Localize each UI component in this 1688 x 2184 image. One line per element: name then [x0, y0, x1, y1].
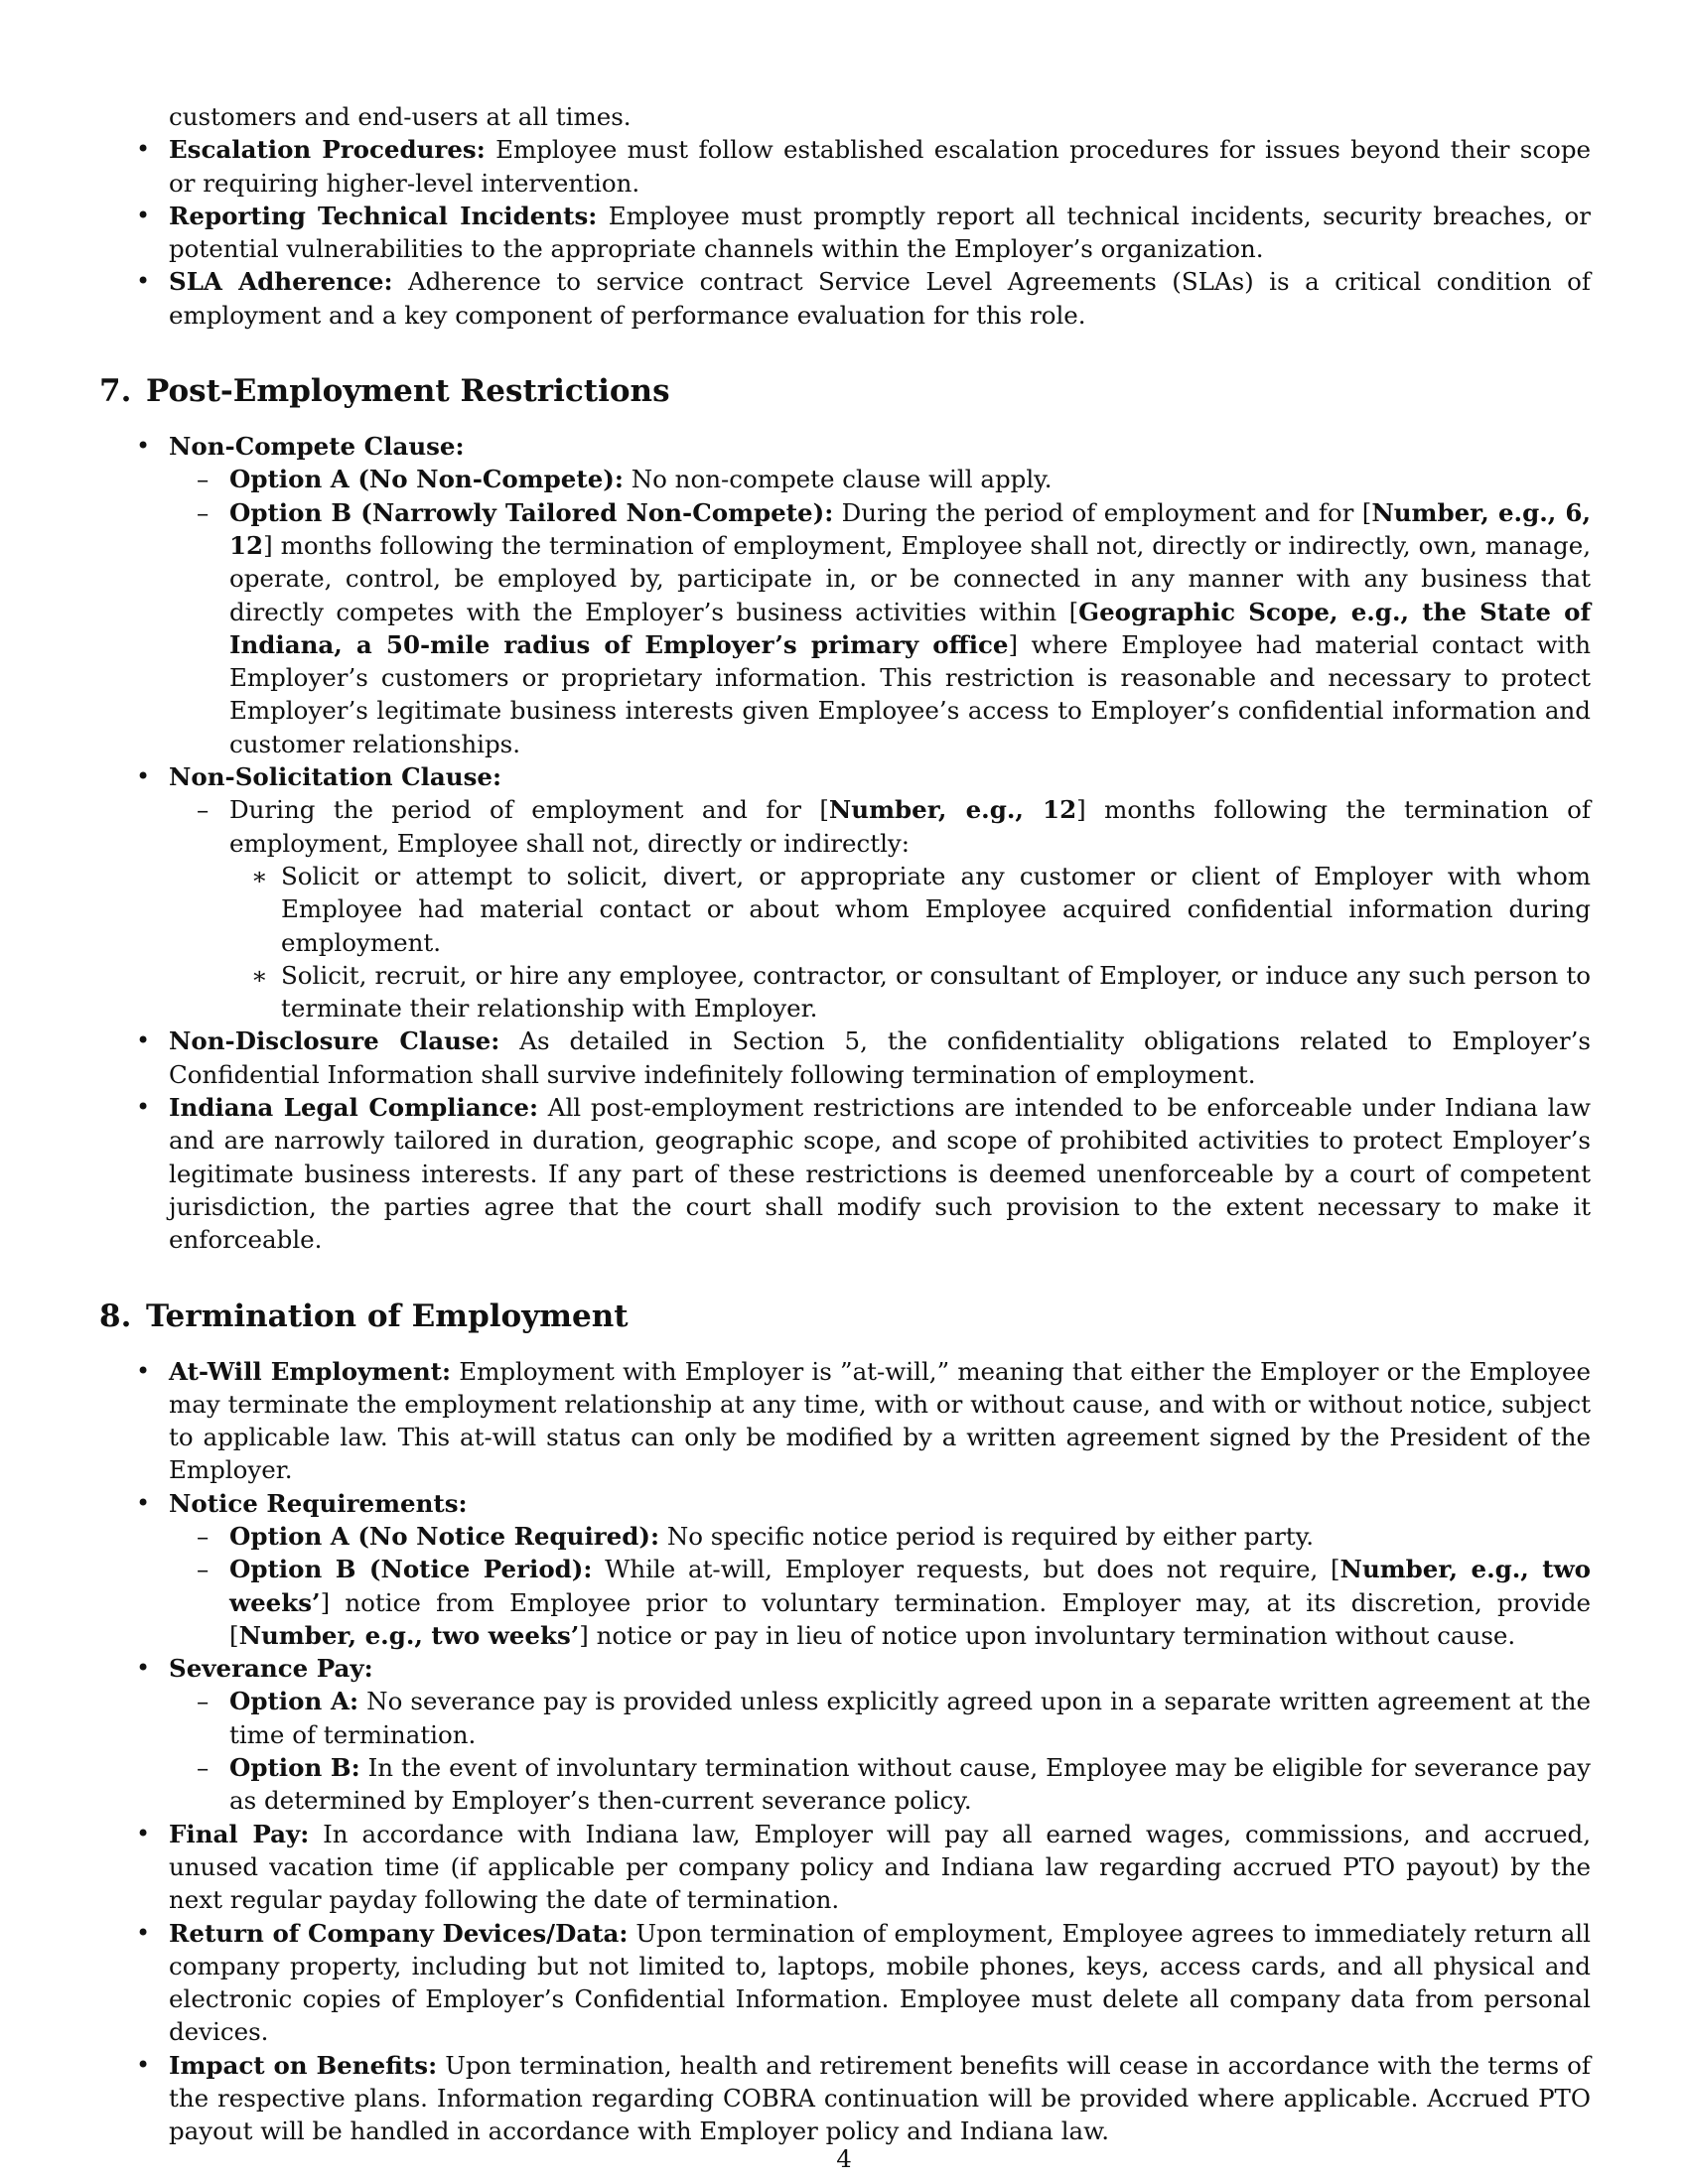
section-number: 7. — [99, 373, 132, 410]
option-b — [169, 1553, 1591, 1652]
list-item-notice — [99, 1487, 1591, 1652]
item-text: Employment with Employer is ”at-will,” meaning that either the Employer or the Employee may terminate the employment relationship at any time, with or without cause, and with or without notice, subject to applicable law. This at-will status can only be modified by a written agreement signed by the President of the Employer. — [169, 1356, 1592, 1485]
section-7-heading — [99, 371, 1591, 411]
continued-paragraph: customers and end-users at all times. — [169, 102, 632, 131]
option-a — [169, 1685, 1591, 1751]
option-text: ] months following the termination of employment, Employee shall not, directly or indirectly, own, manage, operate, control, be employed by, participate in, or be connected in any manner with any business that directly competes with the Employer’s business activities within [ — [229, 530, 1591, 626]
item-label: Reporting Technical Incidents: — [169, 201, 598, 230]
list-item-reporting — [99, 200, 1591, 266]
placeholder-field: Geographic Scope, e.g., the State of Indiana, a 50-mile radius of Employer’s primary office — [229, 597, 1591, 659]
list-item-severance — [99, 1652, 1591, 1817]
list-item-escalation — [99, 133, 1591, 200]
option-label: Option B: — [229, 1753, 360, 1783]
section-title: Termination of Employment — [146, 1297, 629, 1334]
option-text: ] notice or pay in lieu of notice upon involuntary termination without cause. — [579, 1620, 1516, 1650]
section-title: Post-Employment Restrictions — [146, 373, 670, 410]
section-8-heading — [99, 1297, 1591, 1336]
section-7-list — [99, 430, 1591, 1256]
item-text: Upon termination, health and retirement benefits will cease in accordance with the terms of the respective plans. Information regarding COBRA continuation will be provided where applicable. Accrued PTO payout will be handled in accordance with Employer policy and Indiana law. — [169, 2050, 1591, 2146]
list-item-final-pay — [99, 1818, 1591, 1917]
item-label: Severance Pay: — [169, 1654, 373, 1684]
list-item-sla — [99, 265, 1591, 332]
placeholder-field: Number, e.g., 6, 12 — [229, 497, 1591, 560]
term-text: During the period of employment and for [ — [229, 795, 829, 825]
item-text: In accordance with Indiana law, Employer will pay all earned wages, commissions, and accrued, unused vacation time (if applicable per company policy and Indiana law regarding accrued PTO payout) by the next regular payday following the date of termination. — [169, 1819, 1591, 1915]
item-label: Non-Compete Clause: — [169, 432, 465, 462]
option-text: No specific notice period is required by either party. — [659, 1521, 1315, 1551]
option-label: Option A (No Notice Required): — [229, 1521, 660, 1551]
item-label: SLA Adherence: — [169, 267, 393, 297]
list-item-non-compete — [99, 430, 1591, 760]
item-label: Impact on Benefits: — [169, 2050, 438, 2080]
term-text: ] months following the termination of employment, Employee shall not, directly or indirectly: — [229, 795, 1591, 858]
page-content — [99, 100, 1591, 2148]
sub-item: ∗ Solicit, recruit, or hire any employee, contractor, or consultant of Employer, or induce any such person to terminate their relationship with Employer. — [229, 959, 1591, 1025]
list-item-non-solicitation — [99, 760, 1591, 1024]
option-label: Option B (Narrowly Tailored Non-Compete): — [229, 497, 834, 527]
list-item-at-will — [99, 1355, 1591, 1487]
section-8-list — [99, 1355, 1591, 2148]
option-label: Option A: — [229, 1687, 359, 1716]
non-compete-options — [169, 463, 1591, 760]
option-text: ] where Employee had material contact with Employer’s customers or proprietary information. This restriction is reasonable and necessary to protect Employer’s legitimate business interests given Employee’s access to Employer’s confidential information and customer relationships. — [229, 629, 1591, 758]
option-text: ] notice from Employee prior to voluntary termination. Employer may, at its discretion, provide [ — [229, 1587, 1591, 1650]
option-label: Option A (No Non-Compete): — [229, 465, 624, 494]
section-6-list — [99, 133, 1591, 332]
placeholder-field: Number, e.g., 12 — [828, 795, 1077, 825]
item-text: All post-employment restrictions are intended to be enforceable under Indiana law and are narrowly tailored in duration, geographic scope, and scope of prohibited activities to protect Employer’s legitimate business interests. If any part of these restrictions is deemed unenforceable by a court of competent jurisdiction, the parties agree that the court shall modify such provision to the extent necessary to make it enforceable. — [169, 1093, 1591, 1255]
item-text: As detailed in Section 5, the confidentiality obligations related to Employer’s Confidential Information shall survive indefinitely following termination of employment. — [169, 1026, 1592, 1089]
item-text: Employee must promptly report all technical incidents, security breaches, or potential vulnerabilities to the appropriate channels within the Employer’s organization. — [169, 201, 1592, 264]
item-label: Non-Disclosure Clause: — [169, 1026, 500, 1056]
term-item — [169, 793, 1591, 1024]
sub-item: ∗ Solicit or attempt to solicit, divert, or appropriate any customer or client of Employer with whom Employee had material contact or about whom Employee acquired confidential information during employment. — [229, 860, 1591, 959]
list-item-benefits — [99, 2049, 1591, 2148]
option-b — [169, 1751, 1591, 1818]
list-item-indiana-compliance — [99, 1091, 1591, 1256]
list-item-non-disclosure — [99, 1024, 1591, 1091]
item-text: Upon termination of employment, Employee agrees to immediately return all company property, including but not limited to, laptops, mobile phones, keys, access cards, and all physical and electronic copies of Employer’s Confidential Information. Employee must delete all company data from personal devices. — [169, 1918, 1591, 2047]
item-label: Return of Company Devices/Data: — [169, 1918, 629, 1948]
option-a — [169, 1520, 1591, 1553]
option-text: No severance pay is provided unless explicitly agreed upon in a separate written agreement at the time of termination. — [229, 1687, 1591, 1749]
severance-options — [169, 1685, 1591, 1817]
option-text: During the period of employment and for [ — [833, 497, 1372, 527]
option-text: While at-will, Employer requests, but does not require, [ — [592, 1555, 1340, 1584]
item-label: Escalation Procedures: — [169, 135, 486, 165]
option-label: Option B (Notice Period): — [229, 1555, 593, 1584]
section-number: 8. — [99, 1297, 132, 1334]
item-label: Notice Requirements: — [169, 1488, 468, 1518]
item-text: Employee must follow established escalation procedures for issues beyond their scope or requiring higher-level intervention. — [169, 135, 1592, 198]
non-solicitation-terms — [169, 793, 1591, 1024]
page-number: 4 — [836, 2144, 852, 2173]
option-text: No non-compete clause will apply. — [623, 465, 1053, 494]
non-solicitation-sub-list — [229, 860, 1591, 1024]
notice-options — [169, 1520, 1591, 1652]
placeholder-field: Number, e.g., two weeks’ — [238, 1620, 580, 1650]
item-label: Indiana Legal Compliance: — [169, 1093, 539, 1123]
placeholder-field: Number, e.g., two weeks’ — [229, 1555, 1591, 1617]
item-label: Final Pay: — [169, 1819, 310, 1848]
list-item-return-devices — [99, 1917, 1591, 2049]
item-label: Non-Solicitation Clause: — [169, 762, 502, 792]
item-text: Adherence to service contract Service Level Agreements (SLAs) is a critical condition of employment and a key component of performance evaluation for this role. — [169, 267, 1591, 330]
item-label: At-Will Employment: — [169, 1356, 452, 1386]
option-text: In the event of involuntary termination without cause, Employee may be eligible for severance pay as determined by Employer’s then-current severance policy. — [229, 1753, 1591, 1816]
option-a — [169, 463, 1591, 495]
option-b — [169, 496, 1591, 760]
